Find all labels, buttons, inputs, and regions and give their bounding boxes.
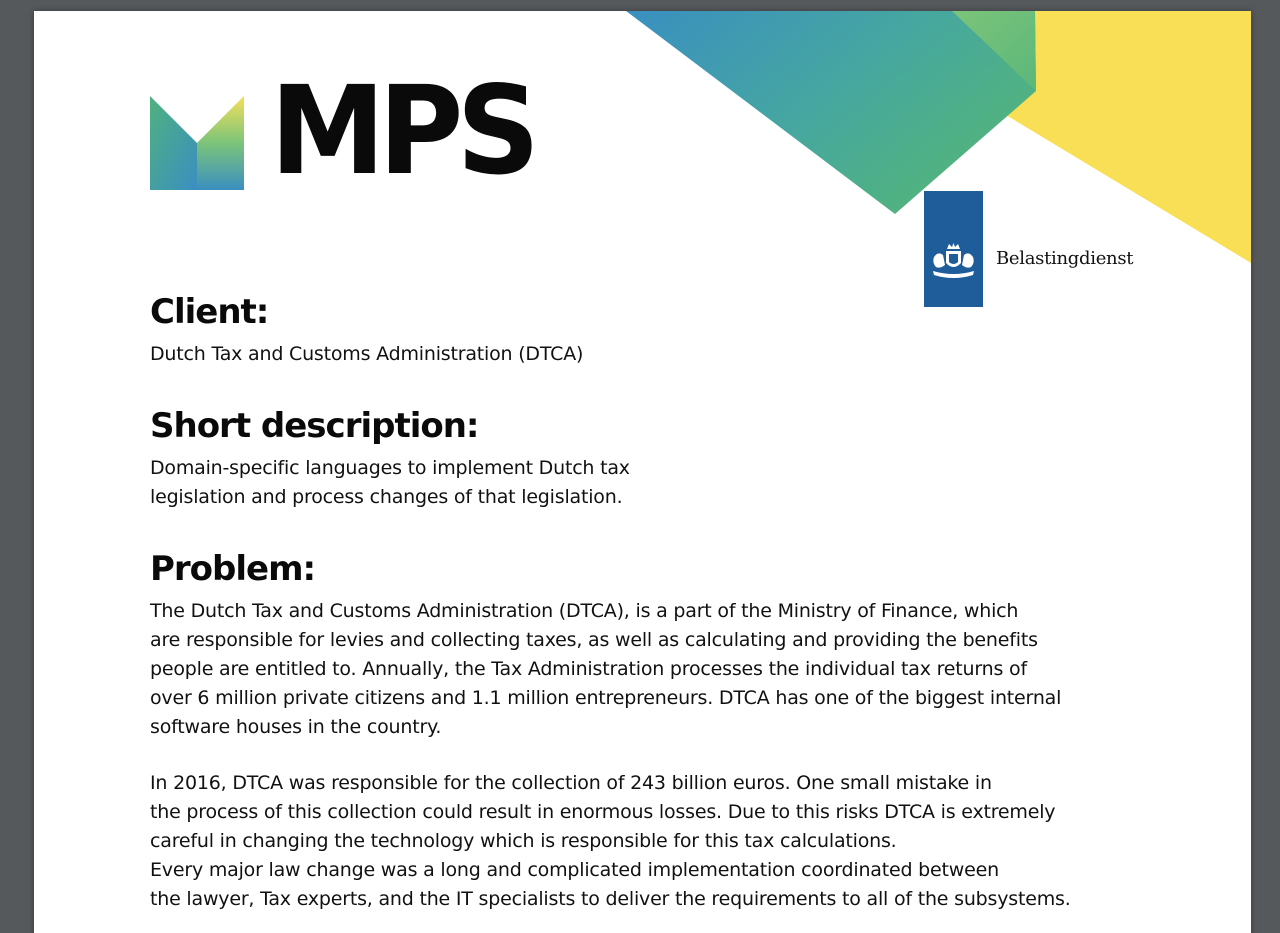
short-description-heading: Short description: (150, 406, 479, 446)
problem-line: The Dutch Tax and Customs Administration (DTCA), is a part of the Ministry of Finance, which (150, 600, 1019, 622)
belastingdienst-logo (924, 191, 983, 307)
problem-line: are responsible for levies and collecting taxes, as well as calculating and providing the benefits (150, 629, 1038, 651)
problem-line: over 6 million private citizens and 1.1 million entrepreneurs. DTCA has one of the biggest internal (150, 687, 1062, 709)
problem-line: Every major law change was a long and complicated implementation coordinated between (150, 859, 999, 881)
client-line: Dutch Tax and Customs Administration (DTCA) (150, 343, 584, 365)
mps-logo-icon (150, 96, 244, 190)
short-description-text (150, 454, 630, 512)
partner-name: Belastingdienst (996, 248, 1134, 269)
client-heading: Client: (150, 292, 269, 332)
short-description-line: Domain-specific languages to implement Dutch tax (150, 457, 630, 479)
problem-line: software houses in the country. (150, 716, 442, 738)
client-text (150, 340, 583, 369)
problem-line: In 2016, DTCA was responsible for the collection of 243 billion euros. One small mistake in (150, 772, 992, 794)
royal-coat-of-arms-icon (924, 191, 983, 307)
problem-line: the process of this collection could result in enormous losses. Due to this risks DTCA is extremely (150, 801, 1056, 823)
problem-line: the lawyer, Tax experts, and the IT specialists to deliver the requirements to all of the subsystems. (150, 888, 1071, 910)
document-page (34, 11, 1251, 933)
problem-heading: Problem: (150, 549, 316, 589)
short-description-line: legislation and process changes of that legislation. (150, 486, 623, 508)
problem-paragraph-1 (150, 597, 1061, 742)
problem-paragraph-2 (150, 769, 1071, 914)
mps-wordmark: MPS (270, 60, 533, 203)
problem-line: careful in changing the technology which is responsible for this tax calculations. (150, 830, 897, 852)
problem-line: people are entitled to. Annually, the Tax Administration processes the individual tax returns of (150, 658, 1027, 680)
